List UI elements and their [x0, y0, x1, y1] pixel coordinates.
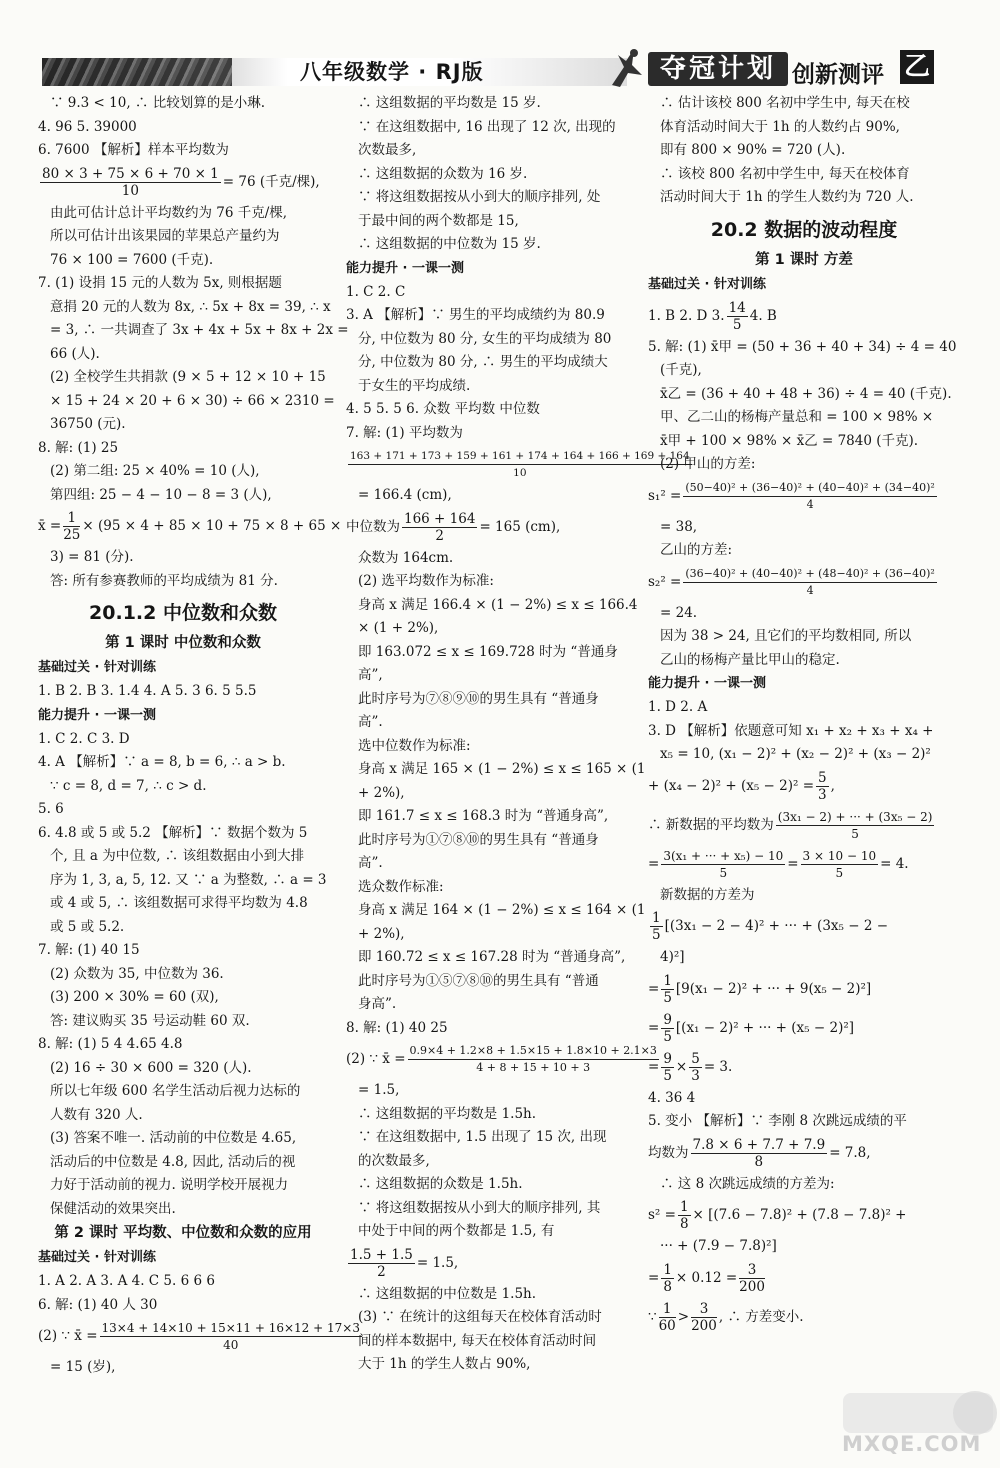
- formula-prefix: =: [648, 855, 660, 872]
- lesson-heading: 第 2 课时 平均数、中位数和众数的应用: [54, 1225, 312, 1241]
- text-line: 第四组: 25 − 4 − 10 − 8 = 3 (人),: [50, 486, 272, 503]
- answer-line: 4. 96 5. 39000: [38, 118, 137, 135]
- numerator: 1: [63, 510, 80, 527]
- text-line: 4)²]: [660, 949, 685, 965]
- formula-suffix: = 1.5,: [416, 1254, 459, 1271]
- numerator: 9: [663, 1011, 672, 1028]
- answer-line: 1. D 2. A: [648, 699, 708, 715]
- text-line: 的次数最多,: [358, 1152, 430, 1169]
- answer-line: 1. C 2. C 3. D: [38, 730, 130, 747]
- exercise-tag: 基础过关 · 针对训练: [648, 276, 766, 292]
- text-line: 或 5 或 5.2.: [50, 918, 125, 935]
- answer-line: 7. 解: (1) 40 15: [38, 942, 140, 958]
- fraction: [739, 1262, 765, 1295]
- denominator: 2: [435, 527, 445, 544]
- denominator: 4: [806, 583, 814, 597]
- answer-line: 6. 解: (1) 40 人 30: [38, 1296, 158, 1313]
- numerator: 5: [818, 769, 827, 786]
- formula-prefix: x̄ =: [38, 518, 62, 534]
- numerator: 1: [679, 1199, 689, 1215]
- text-line: = 3, ∴ 一共调查了 3x + 4x + 5x + 8x + 2x =: [50, 322, 349, 338]
- fraction: [678, 1199, 691, 1232]
- text-line: 乙山的杨梅产量比甲山的稳定.: [660, 651, 840, 668]
- text-line: (2) 全校学生共捐款 (9 × 5 + 12 × 10 + 15: [50, 369, 326, 385]
- watermark-text: MXQE.COM: [842, 1432, 982, 1456]
- text-line: ∵ 9.3 < 10, ∴ 比较划算的是小琳.: [50, 95, 265, 111]
- text-line: = 24.: [660, 604, 698, 621]
- text-line: 76 × 100 = 7600 (千克).: [50, 251, 214, 268]
- text-line: (3) ∵ 在统计的这组每天在校体育活动时: [358, 1309, 602, 1325]
- text-line: 答: 建议购买 35 号运动鞋 60 双.: [50, 1012, 250, 1029]
- denominator: 5: [663, 1067, 672, 1084]
- text-line: 即有 800 × 90% = 720 (人).: [660, 142, 846, 158]
- fraction: [661, 973, 674, 1006]
- numerator: 166 + 164: [404, 510, 476, 527]
- numerator: 3: [691, 1301, 717, 1318]
- denominator: 8: [663, 1278, 672, 1295]
- denominator: 4: [806, 497, 814, 511]
- denominator: 10: [121, 182, 139, 199]
- fraction: [40, 166, 221, 199]
- text-line: 众数为 164cm.: [358, 549, 454, 566]
- section-heading: 20.2 数据的波动程度: [710, 218, 898, 241]
- denominator: 10: [513, 467, 527, 479]
- text-line: 此时序号为①⑦⑧⑩的男生具有 “普通身: [358, 831, 599, 848]
- numerator: 0.9×4 + 1.2×8 + 1.5×15 + 1.8×10 + 2.1×3: [408, 1043, 659, 1060]
- text-line: 分, 中位数为 80 分, 女生的平均成绩为 80: [358, 330, 612, 347]
- denominator: 3: [691, 1067, 700, 1084]
- numerator: 13×4 + 14×10 + 15×11 + 16×12 + 17×3: [101, 1321, 360, 1335]
- formula-suffix: , ∴ 方差变小.: [718, 1308, 804, 1325]
- formula-mid: ×: [675, 1058, 688, 1075]
- text-line: ∴ 这组数据的平均数是 1.5h.: [358, 1105, 537, 1122]
- text-line: 活动后的中位数是 4.8, 因此, 活动后的视: [50, 1153, 296, 1170]
- formula-suffix: ,: [830, 777, 835, 794]
- fraction: [801, 848, 879, 881]
- fraction: [689, 1051, 702, 1084]
- text-line: ∴ 这组数据的中位数为 15 岁.: [358, 236, 541, 252]
- fraction: [408, 1043, 659, 1076]
- formula-suffix: 4. B: [749, 307, 777, 324]
- formula-prefix: + (x₄ − 2)² + (x₅ − 2)² =: [648, 777, 815, 794]
- text-line: ∴ 估计该校 800 名初中学生中, 每天在校: [660, 95, 910, 111]
- formula-line: [648, 767, 960, 806]
- formula-line: [346, 508, 631, 547]
- text-line: (2) 众数为 35, 中位数为 36.: [50, 965, 224, 982]
- text-line: (3) 答案不唯一. 活动前的中位数是 4.65,: [50, 1130, 297, 1146]
- text-line: 身高 x 满足 165 × (1 − 2%) ≤ x ≤ 165 × (1: [358, 761, 646, 777]
- fraction: [402, 511, 477, 544]
- numerator: 7.8 × 6 + 7.7 + 7.9: [692, 1136, 826, 1153]
- formula-suffix: [9(x₁ − 2)² + ··· + 9(x₅ − 2)²]: [675, 980, 872, 997]
- text-line: ∴ 这组数据的众数是 1.5h.: [358, 1176, 523, 1192]
- exercise-tag: 基础过关 · 针对训练: [38, 1250, 156, 1265]
- answer-line: 1. C 2. C: [346, 283, 406, 300]
- text-line: 此时序号为①⑤⑦⑧⑩的男生具有 “普通: [358, 972, 599, 989]
- answer-line: 5. 解: (1) x̄甲 = (50 + 36 + 40 + 34) ÷ 4 = 40: [648, 338, 957, 355]
- answer-line: 3. A 【解析】∵ 男生的平均成绩约为 80.9: [346, 307, 605, 323]
- numerator: (50−40)² + (36−40)² + (40−40)² + (34−40)²: [683, 480, 936, 497]
- text-line: 即 161.7 ≤ x ≤ 168.3 时为 “普通身高”,: [358, 808, 609, 824]
- fraction: [776, 809, 935, 842]
- formula-line: [648, 845, 960, 884]
- formula-line: [346, 445, 690, 484]
- formula-suffix: = 3.: [703, 1058, 733, 1075]
- text-line: x̄甲 + 100 × 98% × x̄乙 = 7840 (千克).: [660, 432, 919, 449]
- formula-suffix: [(x₁ − 2)² + ··· + (x₅ − 2)²]: [675, 1019, 855, 1036]
- formula-line: [346, 1244, 631, 1283]
- text-line: 高”.: [358, 855, 383, 871]
- text-line: 新数据的方差为: [660, 886, 755, 903]
- text-line: 或 4 或 5, ∴ 该组数据可求得平均数为 4.8: [50, 895, 308, 911]
- formula-line: [38, 1317, 360, 1356]
- formula-result: = 76 (千克/棵),: [222, 173, 320, 190]
- column-3: [648, 92, 960, 1337]
- formula-prefix: 1. B 2. D 3.: [648, 307, 725, 324]
- answer-line: 1. A 2. A 3. A 4. C 5. 6 6 6: [38, 1273, 215, 1289]
- fraction: [816, 770, 829, 803]
- formula-line: [648, 1134, 960, 1173]
- numerator: 1: [663, 1261, 672, 1278]
- text-line: = 1.5,: [358, 1082, 400, 1098]
- numerator: 14: [728, 299, 746, 316]
- formula-prefix: =: [648, 1269, 660, 1286]
- text-line: 体育活动时间大于 1h 的人数约占 90%,: [660, 118, 900, 135]
- answer-line: 1. B 2. B 3. 1.4 4. A 5. 3 6. 5 5.5: [38, 683, 257, 699]
- text-line: (千克),: [660, 362, 702, 378]
- text-line: = 38,: [660, 518, 698, 535]
- formula-suffix: = 7.8,: [829, 1144, 871, 1161]
- text-line: 答: 所有参赛教师的平均成绩为 81 分.: [50, 572, 278, 589]
- exercise-tag: 基础过关 · 针对训练: [38, 660, 156, 675]
- text-line: 甲、乙二山的杨梅产量总和 = 100 × 98% ×: [660, 409, 934, 425]
- fraction: [691, 1301, 717, 1334]
- formula-line: [648, 563, 960, 602]
- fraction: [661, 1051, 674, 1084]
- formula-line: [648, 477, 960, 516]
- denominator: 40: [223, 1338, 239, 1352]
- text-line: 所以可估计出该果园的苹果总产量约为: [50, 228, 280, 244]
- lesson-heading: 第 1 课时 中位数和众数: [105, 635, 261, 651]
- text-line: 乙山的方差:: [660, 542, 733, 558]
- formula-line: [346, 1040, 657, 1079]
- denominator: 5: [663, 989, 672, 1006]
- lesson-heading: 第 1 课时 方差: [755, 251, 853, 268]
- text-line: (2) 选平均数作为标准:: [358, 573, 494, 589]
- text-line: 由此可估计总计平均数约为 76 千克/棵,: [50, 204, 288, 221]
- text-line: 序为 1, 3, a, 5, 12. 又 ∵ a 为整数, ∴ a = 3: [50, 871, 327, 888]
- numerator: 1: [652, 910, 661, 926]
- answer-line: 8. 解: (1) 5 4 4.65 4.8: [38, 1036, 183, 1052]
- text-line: ··· + (7.9 − 7.8)²]: [660, 1238, 777, 1254]
- text-line: ∴ 这 8 次跳远成绩的方差为:: [660, 1175, 835, 1192]
- denominator: 5: [835, 865, 844, 880]
- answer-line: 8. 解: (1) 40 25: [346, 1019, 448, 1036]
- text-line: 于女生的平均成绩.: [358, 377, 471, 394]
- formula-suffix: × [(7.6 − 7.8)² + (7.8 − 7.8)² +: [692, 1207, 907, 1223]
- text-line: 身高 x 满足 164 × (1 − 2%) ≤ x ≤ 164 × (1: [358, 902, 646, 918]
- text-line: ∴ 这组数据的众数为 16 岁.: [358, 165, 528, 182]
- answer-line: 7. (1) 设捐 15 元的人数为 5x, 则根据题: [38, 275, 282, 291]
- text-line: 66 (人).: [50, 345, 100, 362]
- text-line: ∴ 这组数据的平均数是 15 岁.: [358, 95, 541, 111]
- answer-line: 6. 4.8 或 5 或 5.2 【解析】∵ 数据个数为 5: [38, 824, 308, 841]
- formula-suffix: = 4.: [880, 855, 909, 872]
- text-line: ∵ 在这组数据中, 1.5 出现了 15 次, 出现: [358, 1129, 607, 1145]
- formula-line: [648, 907, 960, 946]
- formula-prefix: s₁² =: [648, 487, 682, 504]
- formula-line: [38, 163, 328, 202]
- text-line: (3) 200 × 30% = 60 (双),: [50, 989, 219, 1005]
- text-line: × 15 + 24 × 20 + 6 × 30) ÷ 66 × 2310 =: [50, 392, 335, 409]
- numerator: 1: [659, 1301, 676, 1318]
- text-line: 人数有 320 人.: [50, 1106, 143, 1123]
- numerator: (3x₁ − 2) + ··· + (3x₅ − 2): [777, 809, 933, 824]
- answer-line: 4. A 【解析】∵ a = 8, b = 6, ∴ a > b.: [38, 754, 286, 770]
- fraction: [691, 1137, 828, 1170]
- denominator: 5: [719, 865, 728, 880]
- numerator: 3 × 10 − 10: [802, 848, 877, 863]
- denominator: 5: [652, 927, 661, 943]
- exercise-tag: 能力提升 · 一课一测: [648, 676, 766, 691]
- text-line: 高”,: [358, 667, 383, 683]
- text-line: 身高”.: [358, 996, 397, 1012]
- denominator: 60: [658, 1317, 676, 1334]
- denominator: 200: [691, 1317, 717, 1334]
- formula-prefix: =: [648, 980, 660, 997]
- formula-suffix: [(3x₁ − 2 − 4)² + ··· + (3x₅ − 2 −: [664, 918, 889, 934]
- formula-prefix: s² =: [648, 1207, 676, 1223]
- fraction: [683, 480, 936, 513]
- denominator: 3: [818, 786, 827, 803]
- fraction: [727, 300, 748, 333]
- text-line: 于最中间的两个数都是 15,: [358, 212, 519, 229]
- denominator: 25: [63, 527, 81, 543]
- fraction: [659, 1301, 676, 1334]
- formula-line: [38, 507, 342, 546]
- denominator: 200: [739, 1278, 765, 1295]
- formula-suffix: = 165 (cm),: [479, 518, 561, 535]
- denominator: 4 + 8 + 15 + 10 + 3: [476, 1061, 591, 1074]
- formula-prefix: =: [648, 1019, 660, 1036]
- fraction: [348, 448, 692, 481]
- fraction: [661, 848, 785, 881]
- answer-line: 4. 5 5. 5 6. 众数 平均数 中位数: [346, 401, 540, 417]
- text-line: + 2%),: [358, 925, 405, 942]
- text-line: 高”.: [358, 714, 383, 730]
- text-line: ∵ 将这组数据按从小到大的顺序排列, 其: [358, 1199, 601, 1216]
- text-line: 分, 中位数为 80 分, ∴ 男生的平均成绩大: [358, 354, 608, 370]
- formula-line: [648, 1048, 960, 1087]
- text-line: = 166.4 (cm),: [358, 487, 452, 503]
- text-line: × (1 + 2%),: [358, 620, 439, 636]
- text-line: 即 160.72 ≤ x ≤ 167.28 时为 “普通身高”,: [358, 949, 626, 965]
- formula-prefix: (2) ∵ x̄ =: [346, 1051, 406, 1067]
- text-line: 活动时间大于 1h 的学生人数约为 720 人.: [660, 189, 914, 205]
- formula-line: [648, 1009, 960, 1048]
- column-1: [38, 92, 360, 1380]
- text-line: ∵ 将这组数据按从小到大的顺序排列, 处: [358, 189, 601, 205]
- numerator: 1.5 + 1.5: [350, 1246, 413, 1263]
- formula-prefix: 中位数为: [346, 518, 400, 535]
- denominator: 5: [732, 316, 742, 333]
- text-line: 选众数作标准:: [358, 878, 444, 895]
- fraction: [661, 1012, 674, 1045]
- text-line: ∴ 这组数据的中位数是 1.5h.: [358, 1285, 537, 1302]
- text-line: 保健活动的效果突出.: [50, 1200, 176, 1217]
- formula-prefix: ∴ 新数据的平均数为: [648, 816, 774, 833]
- formula-prefix: 均数为: [648, 1144, 689, 1161]
- numerator: 3: [739, 1262, 765, 1279]
- numerator: 163 + 171 + 173 + 159 + 161 + 174 + 164 + 166 + 169 + 164: [348, 448, 692, 465]
- denominator: 8: [754, 1153, 764, 1170]
- formula-line: [648, 1196, 960, 1235]
- text-line: ∵ c = 8, d = 7, ∴ c > d.: [50, 777, 207, 794]
- text-line: ∴ 该校 800 名初中学生中, 每天在校体育: [660, 165, 910, 182]
- formula-line: [648, 806, 960, 845]
- text-line: 所以七年级 600 名学生活动后视力达标的: [50, 1083, 301, 1099]
- logo-text: 夺冠计划: [659, 54, 776, 84]
- formula-mid: >: [677, 1308, 690, 1325]
- formula-line: [648, 1259, 960, 1298]
- text-line: x₅ = 10, (x₁ − 2)² + (x₂ − 2)² + (x₃ − 2)²: [660, 746, 931, 762]
- answer-line: 3. D 【解析】依题意可知 x₁ + x₂ + x₃ + x₄ +: [648, 722, 934, 739]
- formula-prefix: =: [648, 1058, 660, 1075]
- series-name: 创新测评: [792, 62, 884, 88]
- answer-line: 5. 6: [38, 801, 64, 817]
- numerator: 9: [663, 1050, 672, 1067]
- section-heading: 20.1.2 中位数和众数: [89, 602, 277, 624]
- book-title: 八年级数学 · RJ版: [300, 60, 484, 84]
- text-line: 力好于活动前的视力. 说明学校开展视力: [50, 1177, 289, 1193]
- fraction: [650, 910, 663, 943]
- formula-mid: × 0.12 =: [675, 1269, 738, 1286]
- answer-line: 8. 解: (1) 25: [38, 439, 119, 456]
- text-line: + 2%),: [358, 784, 405, 801]
- numerator: 80 × 3 + 75 × 6 + 70 × 1: [42, 165, 219, 182]
- text-line: (2) 16 ÷ 30 × 600 = 320 (人).: [50, 1059, 252, 1076]
- text-line: ∵ 在这组数据中, 16 出现了 12 次, 出现的: [358, 118, 616, 135]
- text-line: 大于 1h 的学生人数占 90%,: [358, 1356, 531, 1372]
- text-line: 因为 38 > 24, 且它们的平均数相同, 所以: [660, 628, 912, 644]
- text-line: 个, 且 a 为中位数, ∴ 该组数据由小到大排: [50, 848, 305, 864]
- answer-line: 5. 变小 【解析】∵ 李刚 8 次跳远成绩的平: [648, 1113, 907, 1129]
- formula-prefix: (2) ∵ x̄ =: [38, 1328, 98, 1344]
- formula-suffix: × (95 × 4 + 85 × 10 + 75 × 8 + 65 ×: [82, 518, 342, 534]
- formula-line: [648, 970, 960, 1009]
- text-line: (2) 甲山的方差:: [660, 456, 756, 472]
- formula-line: [648, 1298, 960, 1337]
- fraction: [348, 1247, 415, 1280]
- text-line: 36750 (元).: [50, 416, 126, 432]
- denominator: 8: [679, 1216, 689, 1232]
- text-line: = 15 (岁),: [50, 1359, 116, 1375]
- text-line: 此时序号为⑦⑧⑨⑩的男生具有 “普通身: [358, 690, 599, 707]
- trophy-figure-icon: [604, 45, 648, 91]
- formula-mid: =: [787, 855, 799, 872]
- series-mark: 乙: [900, 50, 934, 84]
- answer-line: [648, 297, 960, 336]
- denominator: 2: [377, 1263, 386, 1280]
- answer-line: 6. 7600 【解析】样本平均数为: [38, 142, 229, 158]
- exercise-tag: 能力提升 · 一课一测: [38, 707, 156, 723]
- answer-line: 4. 36 4: [648, 1089, 696, 1106]
- answer-line: 7. 解: (1) 平均数为: [346, 424, 463, 441]
- denominator: 5: [663, 1028, 672, 1045]
- numerator: (36−40)² + (40−40)² + (48−40)² + (36−40)²: [683, 566, 936, 583]
- exercise-tag: 能力提升 · 一课一测: [346, 260, 464, 276]
- formula-prefix: s₂² =: [648, 573, 682, 590]
- text-line: 中处于中间的两个数都是 1.5, 有: [358, 1223, 555, 1239]
- text-line: 次数最多,: [358, 142, 417, 158]
- numerator: 5: [691, 1050, 700, 1067]
- fraction: [683, 566, 936, 599]
- text-line: x̄乙 = (36 + 40 + 48 + 36) ÷ 4 = 40 (千克).: [660, 385, 952, 402]
- fraction: [100, 1320, 362, 1353]
- numerator: 3(x₁ + ··· + x₅) − 10: [663, 848, 784, 863]
- text-line: 意捐 20 元的人数为 8x, ∴ 5x + 8x = 39, ∴ x: [50, 298, 331, 315]
- numerator: 1: [663, 972, 672, 989]
- text-line: 即 163.072 ≤ x ≤ 169.728 时为 “普通身: [358, 643, 618, 660]
- fraction: [63, 510, 80, 543]
- formula-prefix: ∵: [648, 1308, 657, 1325]
- text-line: 选中位数作为标准:: [358, 737, 471, 754]
- text-line: (2) 第二组: 25 × 40% = 10 (人),: [50, 463, 260, 479]
- fraction: [661, 1262, 674, 1295]
- denominator: 5: [851, 826, 859, 841]
- text-line: 身高 x 满足 166.4 × (1 − 2%) ≤ x ≤ 166.4: [358, 596, 638, 613]
- text-line: 间的样本数据中, 每天在校体育活动时间: [358, 1332, 597, 1349]
- text-line: 3) = 81 (分).: [50, 549, 134, 565]
- page-header: [0, 0, 1000, 92]
